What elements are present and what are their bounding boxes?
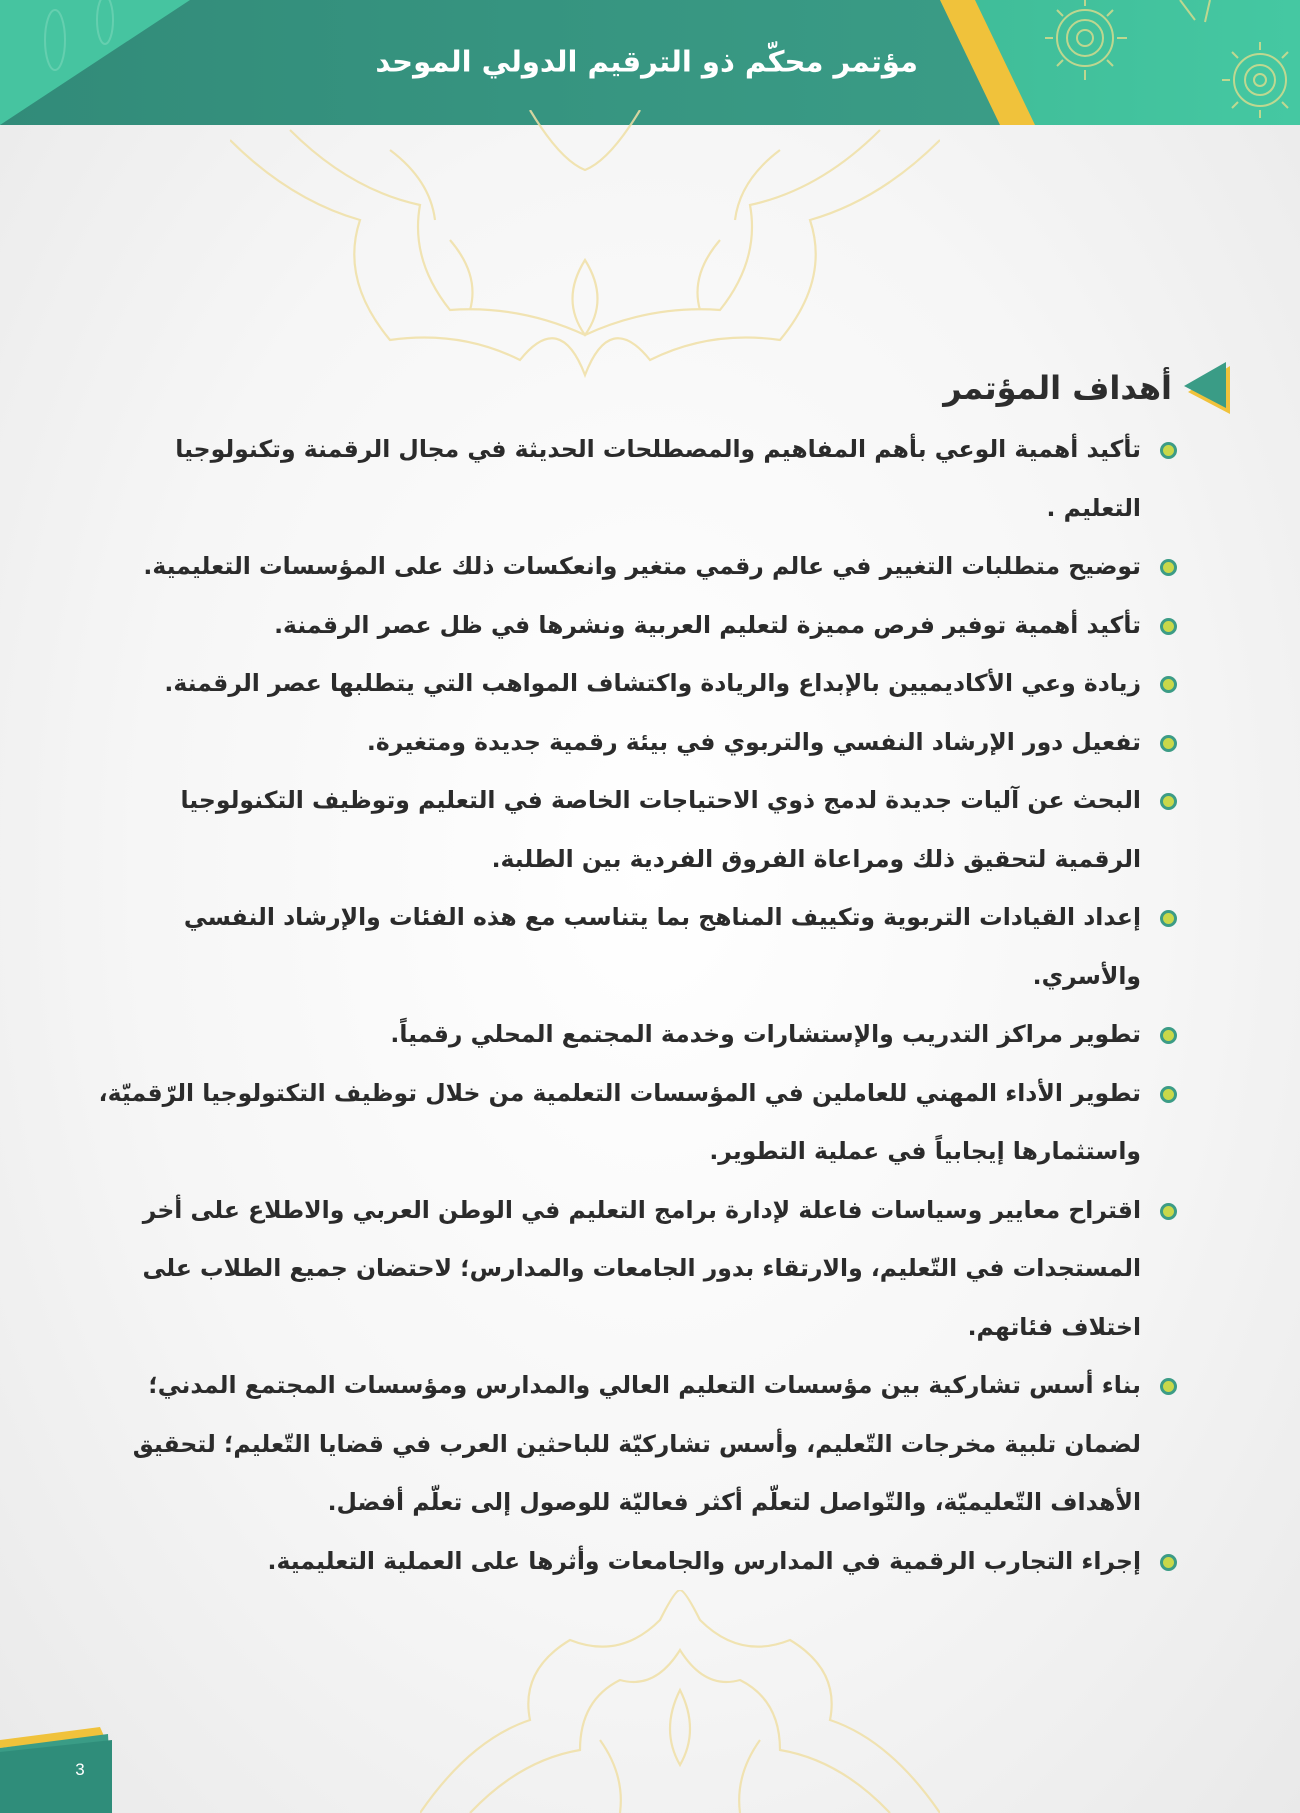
list-item — [97, 1064, 1177, 1181]
list-item-text: تأكيد أهمية توفير فرص مميزة لتعليم العربية ونشرها في ظل عصر الرقمنة. — [274, 610, 1141, 639]
ornament-top-decoration — [230, 110, 940, 380]
list-item-text: تفعيل دور الإرشاد النفسي والتربوي في بيئة رقمية جديدة ومتغيرة. — [366, 727, 1141, 756]
list-item — [97, 1181, 1177, 1357]
list-item — [97, 420, 1177, 537]
list-item — [97, 654, 1177, 713]
bullet-icon — [1160, 735, 1177, 752]
list-item-text: اقتراح معايير وسياسات فاعلة لإدارة برامج التعليم في الوطن العربي والاطلاع على أخر المستجدات في التّعليم، والارتقاء بدور الجامعات والمدارس؛ لاحتضان جميع الطلاب على اختلاف فئاتهم. — [142, 1195, 1141, 1341]
bullet-icon — [1160, 618, 1177, 635]
page-header — [0, 0, 1300, 125]
list-item — [97, 537, 1177, 596]
section-title: أهداف المؤتمر — [943, 369, 1172, 407]
list-item — [97, 713, 1177, 772]
page-number: 3 — [75, 1760, 85, 1779]
list-item — [97, 596, 1177, 655]
list-item — [97, 1005, 1177, 1064]
objectives-list — [97, 420, 1177, 1590]
bullet-icon — [1160, 1086, 1177, 1103]
list-item-text: إجراء التجارب الرقمية في المدارس والجامعات وأثرها على العملية التعليمية. — [267, 1546, 1141, 1575]
list-item-text: تطوير مراكز التدريب والإستشارات وخدمة المجتمع المحلي رقمياً. — [390, 1020, 1141, 1048]
bullet-icon — [1160, 676, 1177, 693]
bullet-icon — [1160, 1203, 1177, 1220]
page-number-tab — [0, 1722, 120, 1813]
list-item — [97, 1532, 1177, 1591]
list-item-text: إعداد القيادات التربوية وتكييف المناهج بما يتناسب مع هذه الفئات والإرشاد النفسي والأسري. — [183, 903, 1141, 990]
triangle-marker-icon — [1184, 362, 1230, 414]
list-item-text: تأكيد أهمية الوعي بأهم المفاهيم والمصطلحات الحديثة في مجال الرقمنة وتكنولوجيا التعليم . — [175, 435, 1141, 522]
header-title: مؤتمر محكّم ذو الترقيم الدولي الموحد — [375, 44, 918, 79]
list-item-text: زيادة وعي الأكاديميين بالإبداع والريادة واكتشاف المواهب التي يتطلبها عصر الرقمنة. — [164, 669, 1141, 697]
list-item-text: البحث عن آليات جديدة لدمج ذوي الاحتياجات الخاصة في التعليم وتوظيف التكنولوجيا الرقمية لتحقيق ذلك ومراعاة الفروق الفردية بين الطلبة. — [180, 786, 1141, 873]
bullet-icon — [1160, 442, 1177, 459]
bullet-icon — [1160, 1378, 1177, 1395]
list-item — [97, 771, 1177, 888]
list-item-text: توضيح متطلبات التغيير في عالم رقمي متغير وانعكسات ذلك على المؤسسات التعليمية. — [143, 552, 1141, 580]
section-heading — [943, 362, 1230, 414]
bullet-icon — [1160, 559, 1177, 576]
list-item-text: بناء أسس تشاركية بين مؤسسات التعليم العالي والمدارس ومؤسسات المجتمع المدني؛ لضمان تلبية مخرجات التّعليم، وأسس تشاركيّة للباحثين العرب في قضايا التّعليم؛ لتحقيق الأهداف التّعليميّة، والتّواصل لتعلّم أكثر فعاليّة للوصول إلى تعلّم أفضل. — [132, 1371, 1141, 1516]
list-item — [97, 888, 1177, 1005]
ornament-bottom-decoration — [420, 1590, 940, 1813]
bullet-icon — [1160, 1027, 1177, 1044]
bullet-icon — [1160, 793, 1177, 810]
bullet-icon — [1160, 1554, 1177, 1571]
list-item — [97, 1356, 1177, 1532]
list-item-text: تطوير الأداء المهني للعاملين في المؤسسات التعلمية من خلال توظيف التكتولوجيا الرّقميّة، واستثمارها إيجابياً في عملية التطوير. — [98, 1078, 1141, 1165]
bullet-icon — [1160, 910, 1177, 927]
